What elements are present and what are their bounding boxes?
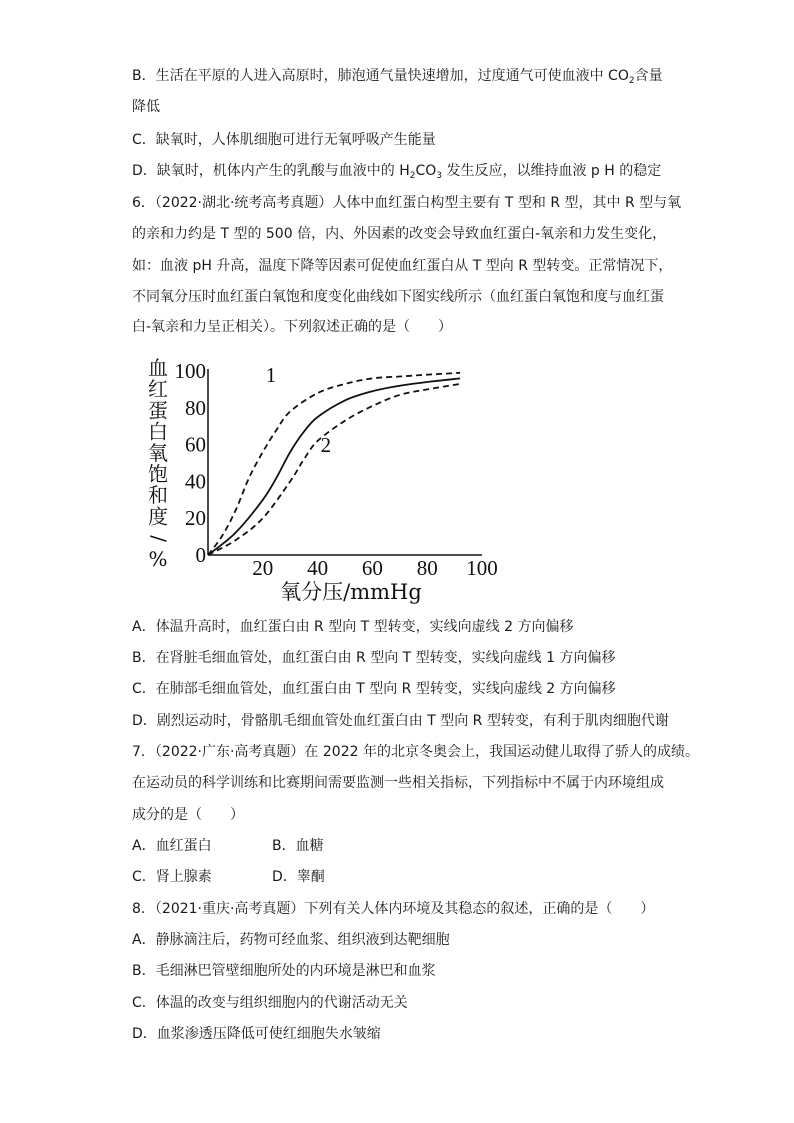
q6-stem-line: 6．（2022·湖北·统考高考真题）人体中血红蛋白构型主要有 T 型和 R 型，其中 R 型与氧 <box>132 195 682 211</box>
q6-stem-line: 白-氧亲和力呈正相关）。下列叙述正确的是（ ） <box>132 319 453 335</box>
q6-option-a: A．体温升高时，血红蛋白由 R 型向 T 型转变，实线向虚线 2 方向偏移 <box>132 619 574 635</box>
q6-stem-line: 如：血液 pH 升高，温度下降等因素可促使血红蛋白从 T 型向 R 型转变。正常情况下， <box>132 258 673 274</box>
y-axis-title <box>147 356 171 571</box>
q8-option-c: C．体温的改变与组织细胞内的代谢活动无关 <box>132 995 408 1011</box>
y-title-char: % <box>148 546 168 571</box>
q5-option-d-sub2: 3 <box>436 171 443 181</box>
q7-stem-line: 在运动员的科学训练和比赛期间需要监测一些相关指标，下列指标中不属于内环境组成 <box>132 775 664 791</box>
x-tick-label: 60 <box>361 556 383 580</box>
y-tick-label: 80 <box>185 395 206 420</box>
q5-option-d <box>132 161 661 181</box>
y-title-char: 白 <box>148 419 168 444</box>
x-tick-labels <box>252 556 497 580</box>
q8-stem: 8．（2021·重庆·高考真题）下列有关人体内环境及其稳态的叙述，正确的是（ ） <box>132 901 655 917</box>
solid-curve <box>208 378 460 555</box>
y-tick-label: 0 <box>195 543 206 567</box>
q6-option-c: C．在肺部毛细血管处，血红蛋白由 T 型向 R 型转变，实线向虚线 2 方向偏移 <box>132 681 616 697</box>
x-tick-label: 100 <box>466 556 498 580</box>
y-tick-label: 20 <box>185 506 206 531</box>
q8-option-b: B．毛细淋巴管壁细胞所处的内环境是淋巴和血浆 <box>132 963 436 979</box>
q6-option-d: D．剧烈运动时，骨骼肌毛细血管处血红蛋白由 T 型向 R 型转变，有利于肌肉细胞代谢 <box>132 713 669 729</box>
curve-label-1: 1 <box>265 363 277 388</box>
q5-option-c: C．缺氧时，人体肌细胞可进行无氧呼吸产生能量 <box>132 132 436 148</box>
oxygen-saturation-chart <box>140 355 520 610</box>
y-title-char: 蛋 <box>148 398 168 423</box>
x-tick-label: 80 <box>416 556 438 580</box>
y-tick-label: 100 <box>174 359 206 383</box>
y-title-char: 血 <box>148 356 168 380</box>
q5-option-b-text-end: 含量 <box>634 68 663 84</box>
q5-option-d-sub1: 2 <box>409 171 416 181</box>
q7-stem-line: 7．（2022·广东·高考真题）在 2022 年的北京冬奥会上，我国运动健儿取得了骄人的成绩。 <box>132 744 699 760</box>
curve-label-2: 2 <box>320 432 332 457</box>
q5-option-b-text: B．生活在平原的人进入高原时，肺泡通气量快速增加，过度通气可使血液中 CO <box>132 68 629 84</box>
y-tick-label: 60 <box>185 432 206 457</box>
y-tick-label: 40 <box>185 469 206 494</box>
q5-option-b-sub: 2 <box>628 76 635 86</box>
q5-option-b-cont: 降低 <box>132 99 160 115</box>
y-title-char: 红 <box>148 377 168 402</box>
q6-option-b: B．在肾脏毛细血管处，血红蛋白由 R 型向 T 型转变，实线向虚线 1 方向偏移 <box>132 650 616 666</box>
dashed-curve-2 <box>208 384 460 555</box>
curve-labels <box>266 363 331 457</box>
x-tick-label: 40 <box>307 556 329 580</box>
q7-option-a: A．血红蛋白 <box>132 838 212 854</box>
q7-option-d: D．睾酮 <box>272 869 325 885</box>
q5-option-d-text: D．缺氧时，机体内产生的乳酸与血液中的 H <box>132 163 410 179</box>
y-title-char: / <box>147 535 171 542</box>
q5-option-d-text-end: 发生反应，以维持血液 p H 的稳定 <box>442 163 662 179</box>
x-tick-label: 20 <box>252 556 274 580</box>
x-axis-title: 氧分压/mmHg <box>280 580 422 604</box>
q7-option-c: C．肾上腺素 <box>132 869 212 885</box>
q8-option-d: D．血浆渗透压降低可使红细胞失水皱缩 <box>132 1026 381 1042</box>
q8-option-a: A．静脉滴注后，药物可经血浆、组织液到达靶细胞 <box>132 932 450 948</box>
dashed-curve-1 <box>208 373 460 555</box>
y-title-char: 度 <box>148 504 168 529</box>
curves <box>208 373 460 555</box>
q7-stem-line: 成分的是（ ） <box>132 807 244 823</box>
y-tick-labels <box>175 359 207 567</box>
q7-option-b: B．血糖 <box>272 838 324 854</box>
q6-stem-line: 不同氧分压时血红蛋白氧饱和度变化曲线如下图实线所示（血红蛋白氧饱和度与血红蛋 <box>132 289 664 305</box>
y-title-char: 氧 <box>148 440 168 465</box>
y-title-char: 和 <box>148 483 168 508</box>
q5-option-d-text-mid: CO <box>415 163 437 179</box>
y-title-char: 饱 <box>148 462 168 486</box>
q6-stem-line: 的亲和力约是 T 型的 500 倍，内、外因素的改变会导致血红蛋白-氧亲和力发生变化， <box>132 226 667 242</box>
q5-option-b <box>132 66 663 86</box>
